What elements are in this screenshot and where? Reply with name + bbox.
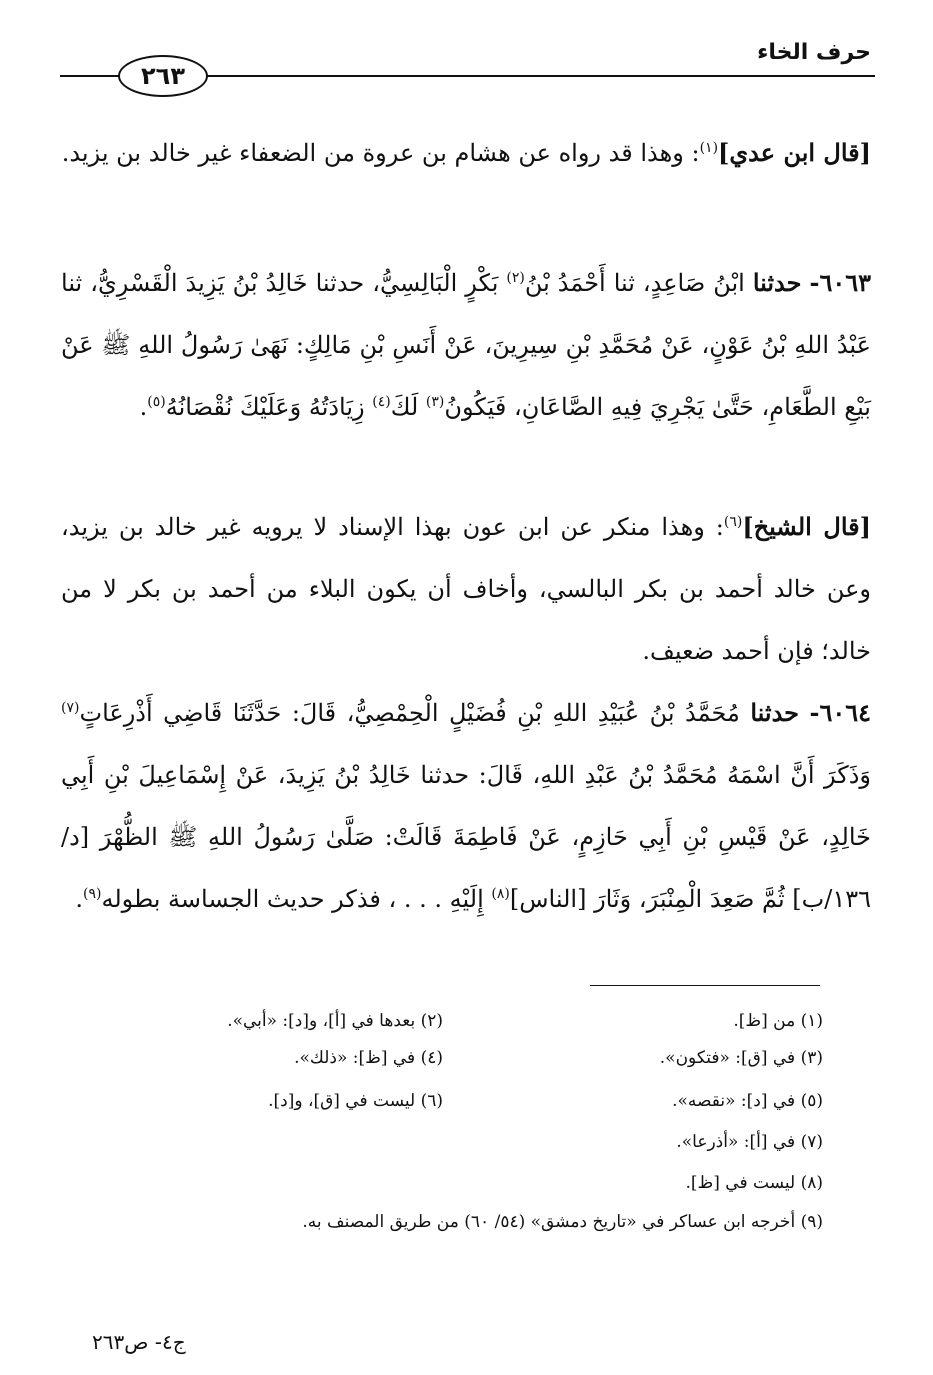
footnote-ref: (٢) bbox=[506, 270, 525, 286]
footnote-7: (٧) في [أ]: «أذرعا». bbox=[676, 1132, 823, 1152]
footnote-ref: (٨) bbox=[491, 886, 510, 902]
footnote-ref: (١) bbox=[699, 140, 719, 156]
hadith-6063 bbox=[61, 252, 871, 438]
hadith-number: ٦٠٦٤- bbox=[809, 698, 871, 727]
hadith-lead: حدثنا bbox=[752, 268, 802, 297]
footnote-1: (١) من [ظ]. bbox=[733, 1011, 823, 1031]
paragraph-ibn-adi bbox=[61, 122, 871, 184]
footnote-5: (٥) في [د]: «نقصه». bbox=[672, 1091, 823, 1111]
footnote-3: (٣) في [ق]: «فتكون». bbox=[659, 1048, 823, 1068]
volume-page-reference: ج٤- ص٢٦٣ bbox=[92, 1330, 186, 1354]
footnote-ref: (٣) bbox=[425, 394, 445, 410]
footnote-ref: (٤) bbox=[372, 394, 391, 410]
footnote-ref: (٦) bbox=[723, 514, 743, 530]
hadith-text: . bbox=[75, 885, 84, 913]
paragraph-text: : وهذا قد رواه عن هشام بن عروة من الضعفاء غير خالد بن يزيد. bbox=[61, 139, 700, 167]
paragraph-lead: [قال الشيخ] bbox=[742, 512, 871, 541]
hadith-text: . bbox=[139, 393, 148, 421]
footnote-ref: (٩) bbox=[83, 886, 102, 902]
hadith-6064 bbox=[61, 682, 871, 930]
footnote-separator bbox=[590, 985, 820, 986]
footnote-2: (٢) بعدها في [أ]، و[د]: «أبي». bbox=[227, 1011, 443, 1031]
footnote-4: (٤) في [ظ]: «ذلك». bbox=[294, 1048, 443, 1068]
hadith-text: بَكْرٍ الْبَالِسِيُّ، حدثنا خَالِدُ بْنُ يَزِيدَ الْقَسْرِيُّ، ثنا عَبْدُ اللهِ بْنُ عَوْنٍ، عَنْ مُحَمَّدِ بْنِ سِيرِينَ، عَنْ أَنَسِ بْنِ مَالِكٍ: نَهَىٰ رَسُولُ اللهِ ﷺ عَنْ بَيْعِ الطَّعَامِ، حَتَّىٰ يَجْرِيَ فِيهِ الصَّاعَانِ، فَيَكُونُ bbox=[61, 269, 871, 421]
page-number-badge: ٢٦٣ bbox=[118, 55, 208, 97]
hadith-text: مُحَمَّدُ بْنُ عُبَيْدِ اللهِ بْنِ فُضَيْلٍ الْحِمْصِيُّ، قَالَ: حَدَّثَنَا قَاضِي أَذْرِعَاتٍ bbox=[79, 699, 751, 727]
hadith-text: زِيَادَتُهُ وَعَلَيْكَ نُقْصَانُهُ bbox=[165, 393, 373, 421]
paragraph-shaykh bbox=[61, 496, 871, 682]
chapter-title: حرف الخاء bbox=[757, 40, 871, 65]
hadith-text: وَذَكَرَ أَنَّ اسْمَهُ مُحَمَّدُ بْنُ عَبْدِ اللهِ، قَالَ: حدثنا خَالِدُ بْنُ يَزِيدَ، عَنْ إِسْمَاعِيلَ بْنِ أَبِي خَالِدٍ، عَنْ قَيْسِ بْنِ أَبِي حَازِمٍ، عَنْ فَاطِمَةَ قَالَتْ: صَلَّىٰ رَسُولُ اللهِ ﷺ الظُّهْرَ [د/١٣٦/ب] ثُمَّ صَعِدَ الْمِنْبَرَ، وَثَارَ [الناس] bbox=[61, 761, 871, 913]
hadith-text: إِلَيْهِ . . . ، فذكر حديث الجساسة بطوله bbox=[101, 885, 492, 913]
paragraph-text: : وهذا منكر عن ابن عون بهذا الإسناد لا يرويه غير خالد بن يزيد، وعن خالد أحمد بن بكر البالسي، وأخاف أن يكون البلاء من أحمد بن بكر لا من خالد؛ فإن أحمد ضعيف. bbox=[61, 513, 871, 665]
hadith-number: ٦٠٦٣- bbox=[809, 268, 871, 297]
footnote-ref: (٥) bbox=[147, 394, 166, 410]
footnote-8: (٨) ليست في [ظ]. bbox=[685, 1173, 823, 1193]
footnote-6: (٦) ليست في [ق]، و[د]. bbox=[268, 1091, 443, 1111]
hadith-text: لَكَ bbox=[390, 393, 426, 421]
footnote-9: (٩) أخرجه ابن عساكر في «تاريخ دمشق» (٥٤/ ٦٠) من طريق المصنف به. bbox=[302, 1212, 823, 1232]
footnote-ref: (٧) bbox=[61, 700, 80, 716]
hadith-lead: حدثنا bbox=[750, 698, 799, 727]
paragraph-lead: [قال ابن عدي] bbox=[718, 138, 871, 167]
hadith-text: ابْنُ صَاعِدٍ، ثنا أَحْمَدُ بْنُ bbox=[524, 269, 753, 297]
